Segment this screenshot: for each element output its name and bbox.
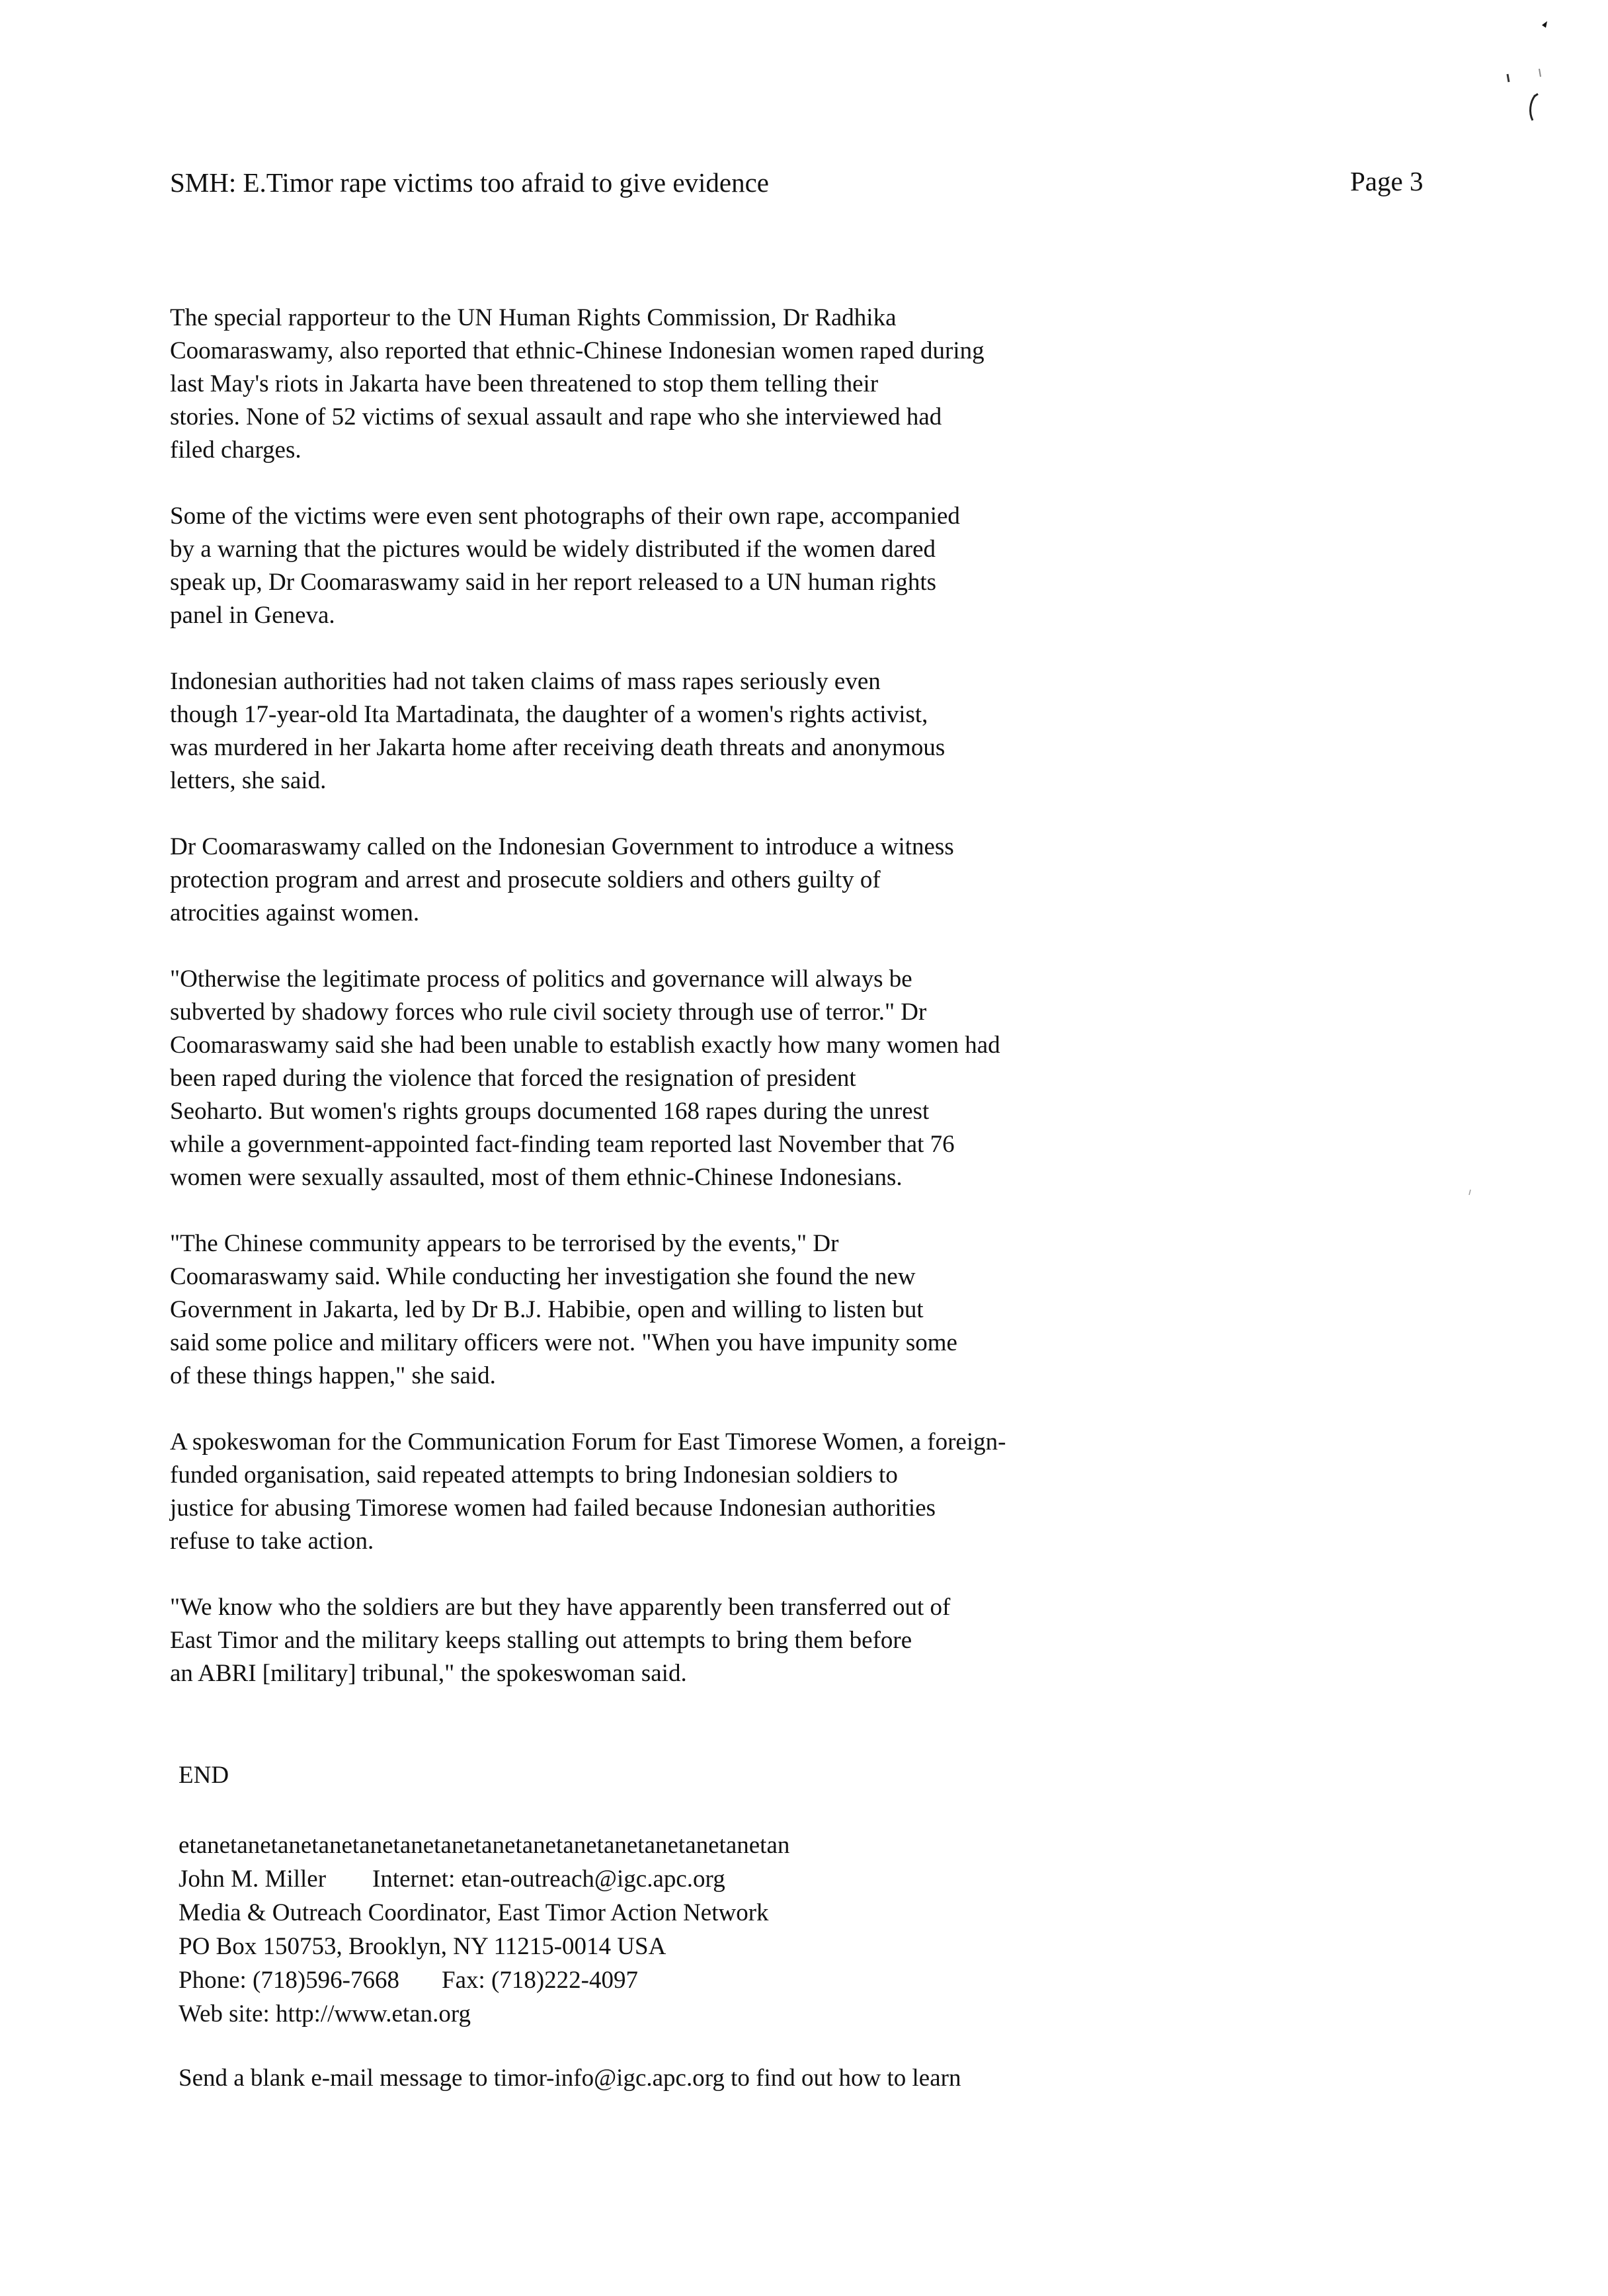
text-line: filed charges. <box>170 436 302 464</box>
text-line: Coomaraswamy said. While conducting her investigation she found the new <box>170 1263 916 1290</box>
paragraph <box>170 302 1175 467</box>
text-line: Coomaraswamy, also reported that ethnic-Chinese Indonesian women raped during <box>170 337 985 364</box>
text-line: atrocities against women. <box>170 899 420 926</box>
text-line: stories. None of 52 victims of sexual assault and rape who she interviewed had <box>170 403 942 430</box>
text-line: panel in Geneva. <box>170 602 335 629</box>
contact-website: Web site: http://www.etan.org <box>179 2000 471 2028</box>
text-line: A spokeswoman for the Communication Forum for East Timorese Women, a foreign- <box>170 1428 1006 1456</box>
paragraph <box>170 500 1175 632</box>
contact-line <box>179 1862 1236 1896</box>
text-line: "Otherwise the legitimate process of politics and governance will always be <box>170 965 912 993</box>
text-line: East Timor and the military keeps stalling out attempts to bring them before <box>170 1627 912 1654</box>
text-line: though 17-year-old Ita Martadinata, the daughter of a women's rights activist, <box>170 701 928 728</box>
text-line: "The Chinese community appears to be terrorised by the events," Dr <box>170 1230 839 1257</box>
paragraph <box>170 665 1175 798</box>
paragraph <box>170 831 1175 930</box>
text-line: "We know who the soldiers are but they have apparently been transferred out of <box>170 1594 951 1621</box>
page-number: Page 3 <box>1350 166 1424 196</box>
paragraph <box>170 1426 1175 1558</box>
phone-fax-line <box>179 1963 1236 1997</box>
footer-separator: etanetanetanetanetanetanetanetanetanetanetanetanetanetanetan <box>179 1832 790 1859</box>
text-line: The special rapporteur to the UN Human Rights Commission, Dr Radhika <box>170 304 897 331</box>
text-line: speak up, Dr Coomaraswamy said in her report released to a UN human rights <box>170 569 937 596</box>
paragraph <box>170 1591 1175 1690</box>
contact-role: Media & Outreach Coordinator, East Timor Action Network <box>179 1899 769 1926</box>
contact-address: PO Box 150753, Brooklyn, NY 11215-0014 USA <box>179 1933 666 1960</box>
text-line: said some police and military officers were not. "When you have impunity some <box>170 1329 957 1356</box>
contact-phone: Phone: (718)596-7668 <box>179 1967 399 1994</box>
end-mark: END <box>179 1762 229 1789</box>
text-line: of these things happen," she said. <box>170 1362 496 1389</box>
margin-handwriting-marks <box>1488 13 1567 132</box>
text-line: subverted by shadowy forces who rule civil society through use of terror." Dr <box>170 999 927 1026</box>
subscription-notice: Send a blank e-mail message to timor-info@igc.apc.org to find out how to learn <box>179 2065 961 2092</box>
paragraph <box>170 963 1175 1194</box>
text-line: while a government-appointed fact-finding team reported last November that 76 <box>170 1131 955 1158</box>
text-line: Coomaraswamy said she had been unable to establish exactly how many women had <box>170 1032 1000 1059</box>
contact-fax: Fax: (718)222-4097 <box>442 1967 638 1994</box>
text-line: was murdered in her Jakarta home after receiving death threats and anonymous <box>170 734 945 761</box>
document-title: SMH: E.Timor rape victims too afraid to give evidence <box>170 167 770 198</box>
text-line: an ABRI [military] tribunal," the spokeswoman said. <box>170 1660 687 1687</box>
text-line: by a warning that the pictures would be widely distributed if the women dared <box>170 536 936 563</box>
scan-speck <box>1468 1189 1472 1196</box>
article-body <box>170 302 1175 1723</box>
paragraph <box>170 1227 1175 1393</box>
text-line: Some of the victims were even sent photographs of their own rape, accompanied <box>170 503 960 530</box>
text-line: Seoharto. But women's rights groups documented 168 rapes during the unrest <box>170 1098 930 1125</box>
text-line: women were sexually assaulted, most of them ethnic-Chinese Indonesians. <box>170 1164 903 1191</box>
text-line: been raped during the violence that forced the resignation of president <box>170 1065 856 1092</box>
text-line: refuse to take action. <box>170 1528 374 1555</box>
contact-footer <box>179 1828 1236 2031</box>
contact-name: John M. Miller <box>179 1866 327 1893</box>
text-line: letters, she said. <box>170 767 327 794</box>
contact-email: Internet: etan-outreach@igc.apc.org <box>372 1866 725 1893</box>
text-line: protection program and arrest and prosecute soldiers and others guilty of <box>170 866 881 893</box>
text-line: Government in Jakarta, led by Dr B.J. Habibie, open and willing to listen but <box>170 1296 924 1323</box>
text-line: last May's riots in Jakarta have been threatened to stop them telling their <box>170 370 879 397</box>
text-line: funded organisation, said repeated attempts to bring Indonesian soldiers to <box>170 1461 898 1489</box>
text-line: Indonesian authorities had not taken claims of mass rapes seriously even <box>170 668 881 695</box>
text-line: justice for abusing Timorese women had failed because Indonesian authorities <box>170 1495 936 1522</box>
text-line: Dr Coomaraswamy called on the Indonesian Government to introduce a witness <box>170 833 954 860</box>
